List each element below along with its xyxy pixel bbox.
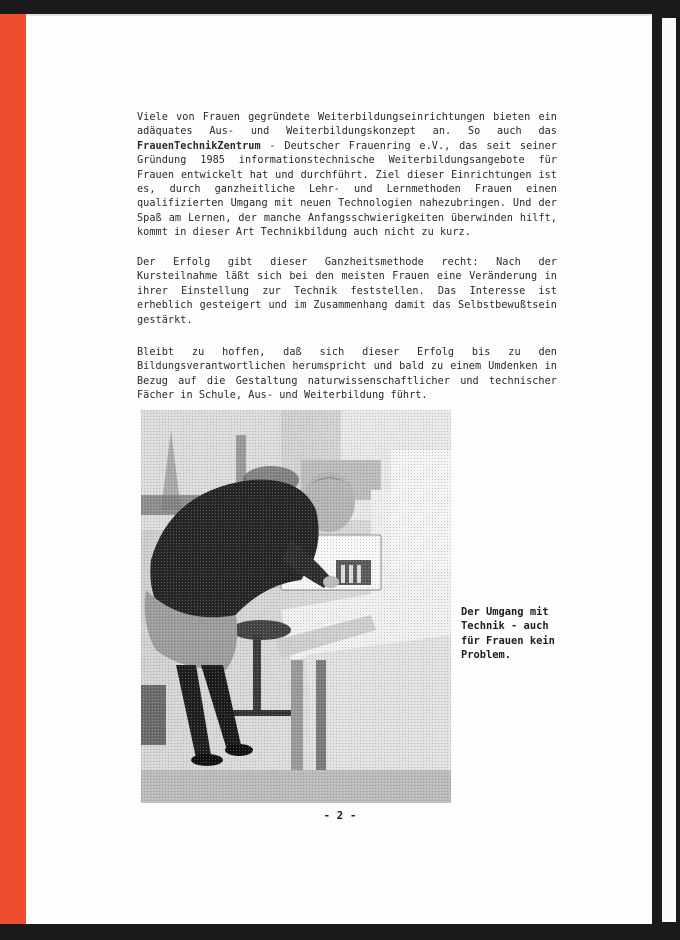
paragraph-3: Bleibt zu hoffen, daß sich dieser Erfolg bis zu den Bildungsverantwortlichen herumspricht und bald zu einem Umdenken in Bezug auf die Gestaltung naturwissenschaftlicher und technischer Fächer in Schule, Aus- und Weiterbildung führt. [137, 347, 557, 402]
paragraph-2: Der Erfolg gibt dieser Ganzheitsmethode recht: Nach der Kursteilnahme läßt sich bei den meisten Frauen eine Veränderung in ihrer Einstellung zur Technik feststellen. Das Interesse ist erheblich gesteigert und im Zusammenhang damit das Selbstbewußtsein gestärkt. [137, 257, 557, 326]
paragraph-1-intro: Viele von Frauen gegründete Weiterbildungseinrichtungen bieten ein adäquates Aus- und Weiterbildungskonzept an. So auch das [137, 112, 557, 138]
paragraph-1 [137, 111, 557, 241]
organization-name: FrauenTechnikZentrum [137, 140, 261, 152]
scan-orange-edge [0, 14, 26, 924]
scan-right-border [658, 0, 680, 940]
paragraph-1-rest: - Deutscher Frauenring e.V., das seit seiner Gründung 1985 informationstechnische Weiterbildungsangebote für Frauen entwickelt hat und durchführt. Ziel dieser Einrichtungen ist es, durch ganzheitliche Lehr- und Lernmethoden Frauen einen qualifizierten Umgang mit neuen Technologien nahezubringen. Und der Spaß am Lernen, der manche Anfangsschwierigkeiten überwinden hilft, kommt in dieser Art Technikbildung auch nicht zu kurz. [137, 140, 557, 239]
page-number: - 2 - [323, 809, 357, 822]
scan-bottom-border [0, 924, 680, 940]
photo-caption: Der Umgang mit Technik - auch für Frauen kein Problem. [461, 606, 555, 662]
scan-top-border [0, 0, 680, 10]
page-top-shadow [26, 14, 652, 16]
photo-woman-at-workbench [141, 410, 451, 803]
